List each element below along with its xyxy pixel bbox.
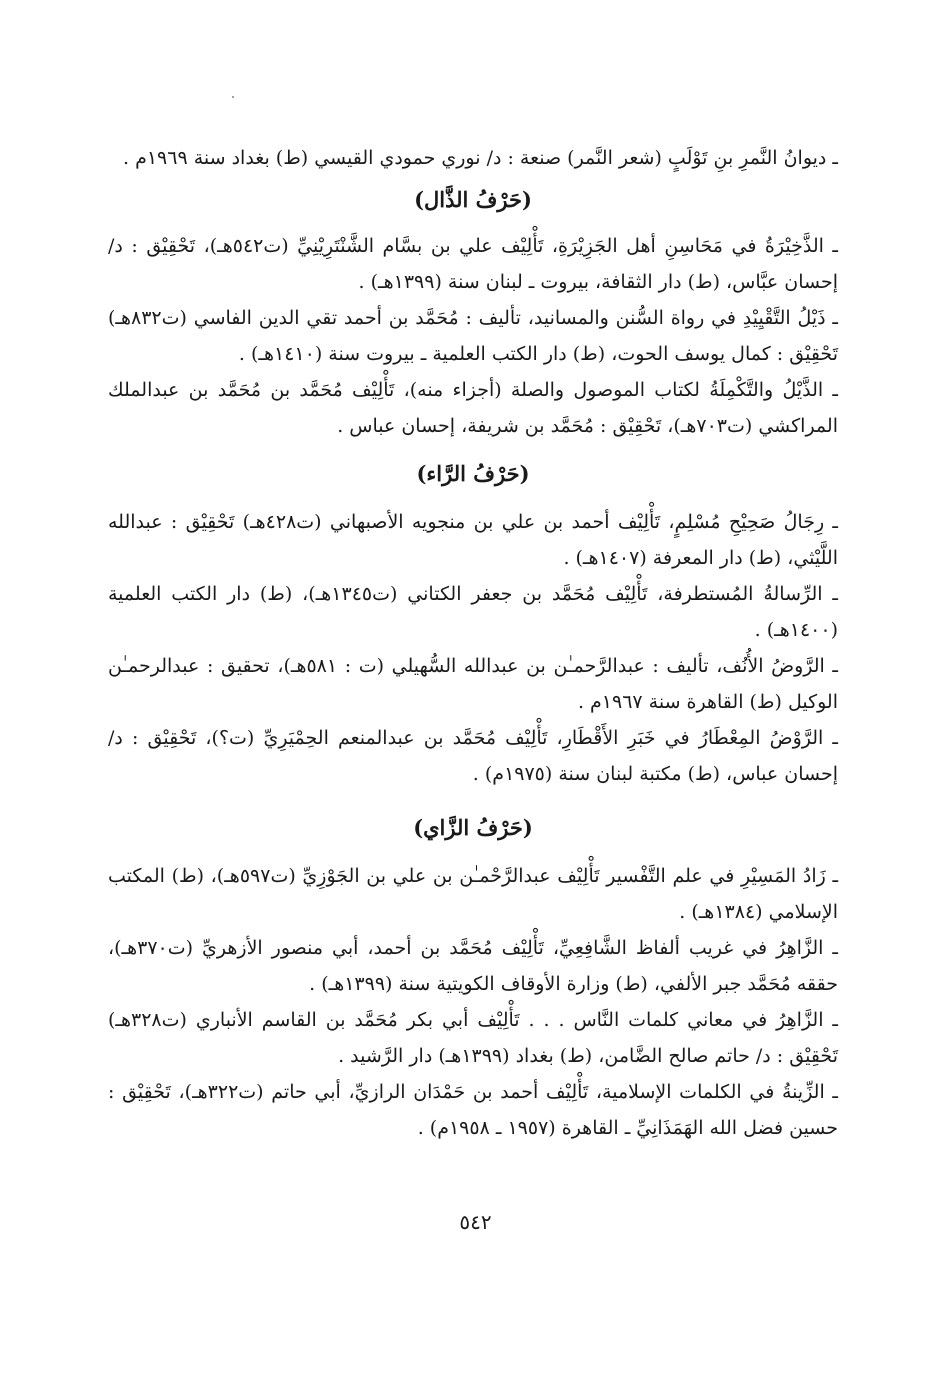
bibliography-page xyxy=(108,140,838,1146)
entry-dhayl-takmila: ـ الذَّيْلُ والتَّكْمِلَةُ لكتاب الموصول والصلة (أجزاء منه)، تَأْلِيْف مُحَمَّد بن مُحَمَّد بن عبدالملك المراكشي (ت٧٠٣هـ)، تَحْقِيْق : مُحَمَّد بن شريفة، إحسان عباس . xyxy=(108,379,838,437)
page-number: ٥٤٢ xyxy=(459,1210,492,1234)
entry-diwan-namir: ـ ديوانُ النَّمرِ بنِ تَوْلَبٍ (شعر النَّمر) صنعة : د/ نوري حمودي القيسي (ط) بغداد سنة ١٩٦٩م . xyxy=(122,147,838,169)
entry-zahir-shafii: ـ الزَّاهِرُ في غريب ألفاظ الشَّافِعِيِّ، تَأْلِيْف مُحَمَّد بن أحمد، أبي منصور الأزهريِّ (ت٣٧٠هـ)، حققه مُحَمَّد جبر الألفي، (ط) وزارة الأوقاف الكويتية سنة (١٣٩٩هـ) . xyxy=(108,937,838,995)
section-heading-ra: (حَرْفُ الرَّاء) xyxy=(416,461,530,486)
entry-rawd-mitar: ـ الرَّوْضُ المِعْطَارُ في خَبَرِ الأَقْطَارِ، تَأْلِيْف مُحَمَّد بن عبدالمنعم الحِمْيَرِيِّ (ت؟)، تَحْقِيْق : د/ إحسان عباس، (ط) مكتبة لبنان سنة (١٩٧٥م) . xyxy=(108,727,838,785)
entry-zahir-nas: ـ الزَّاهِرُ في معاني كلمات النَّاس . . . تَأْلِيْف أبي بكر مُحَمَّد بن القاسم الأنباري (ت٣٢٨هـ) تَحْقِيْق : د/ حاتم صالح الضَّامن، (ط) بغداد (١٣٩٩هـ) دار الرَّشيد . xyxy=(108,1009,838,1067)
entry-rijal-muslim: ـ رِجَالُ صَحِيْحِ مُسْلِمٍ، تَأْلِيْف أحمد بن علي بن منجويه الأصبهاني (ت٤٢٨هـ) تَحْقِيْق : عبدالله اللَّيْثي، (ط) دار المعرفة (١٤٠٧هـ) . xyxy=(108,511,838,569)
entry-dhakhira: ـ الذَّخِيْرَةُ في مَحَاسِنِ أهل الجَزِيْرَةِ، تَأْلِيْف علي بن بسَّام الشَّنْتَرِيْنِيِّ (ت٥٤٢هـ)، تَحْقِيْق : د/ إحسان عبَّاس، (ط) دار الثقافة، بيروت ـ لبنان سنة (١٣٩٩هـ) . xyxy=(108,235,838,293)
entry-dhayl-taqyid: ـ ذَيْلُ التَّقْيِيْدِ في رواة السُّنن والمسانيد، تأليف : مُحَمَّد بن أحمد تقي الدين الفاسي (ت٨٣٢هـ) تَحْقِيْق : كمال يوسف الحوت، (ط) دار الكتب العلمية ـ بيروت سنة (١٤١٠هـ) . xyxy=(108,307,838,365)
entry-zad-masir: ـ زَادُ المَسِيْرِ في علم التَّفْسير تَأْلِيْف عبدالرَّحْمـٰن بن علي بن الجَوْزِيِّ (ت٥٩٧هـ)، (ط) المكتب الإسلامي (١٣٨٤هـ) . xyxy=(108,865,839,923)
entry-rawd-unuf: ـ الرَّوضُ الأُنُف، تأليف : عبدالرَّحمـٰن بن عبدالله السُّهيلي (ت : ٥٨١هـ)، تحقيق : عبدالرحمـٰن الوكيل (ط) القاهرة سنة ١٩٦٧م . xyxy=(108,655,838,713)
section-heading-zay: (حَرْفُ الزَّاي) xyxy=(413,815,533,840)
entry-risala-mustatrafa: ـ الرِّسالةُ المُستطرفة، تَأْلِيْف مُحَمَّد بن جعفر الكتاني (ت١٣٤٥هـ)، (ط) دار الكتب العلمية (١٤٠٠هـ) . xyxy=(108,583,838,641)
entry-zina: ـ الزِّينةُ في الكلمات الإسلامية، تَأْلِيْف أحمد بن حَمْدَان الرازيِّ، أبي حاتم (ت٣٢٢هـ)، تَحْقِيْق : حسين فضل الله الهَمَذَانِيِّ ـ القاهرة (١٩٥٧ ـ ١٩٥٨م) . xyxy=(108,1081,838,1139)
scan-speck xyxy=(232,96,234,98)
section-heading-dhal: (حَرْفُ الذَّال) xyxy=(414,187,532,212)
